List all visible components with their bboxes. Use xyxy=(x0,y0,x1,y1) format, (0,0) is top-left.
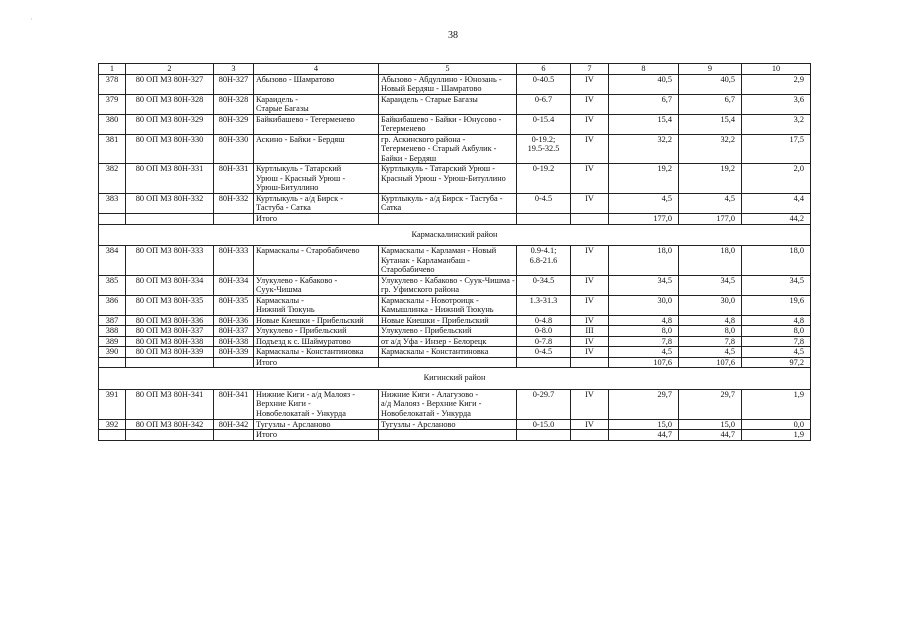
road-short-code: 80Н-334 xyxy=(214,275,254,295)
road-km-line: 0-6.7 xyxy=(534,94,553,104)
road-name-line: Улукулево - Прибельский xyxy=(256,326,347,336)
road-name xyxy=(254,315,379,326)
length-regional: 6,7 xyxy=(679,94,742,114)
empty-cell xyxy=(379,430,517,441)
empty-cell xyxy=(99,430,126,441)
road-name xyxy=(254,246,379,276)
row-number: 387 xyxy=(99,315,126,326)
road-category: IV xyxy=(571,419,609,430)
road-name-line: Куртлыкуль - Татарский xyxy=(256,164,342,174)
road-name-line: Нижние Киги - а/д Малояз - xyxy=(256,389,356,399)
road-short-code: 80Н-339 xyxy=(214,347,254,358)
road-short-code: 80Н-331 xyxy=(214,164,254,194)
row-number: 378 xyxy=(99,74,126,94)
length-hard-surface: 2,0 xyxy=(742,164,811,194)
road-code: 80 ОП МЗ 80Н-333 xyxy=(126,246,214,276)
road-route xyxy=(379,74,517,94)
road-km xyxy=(517,275,571,295)
road-route-line: Нижние Киги - Алагузово - xyxy=(381,389,479,399)
road-route-line: Сатка xyxy=(381,203,402,213)
road-km xyxy=(517,246,571,276)
road-km xyxy=(517,336,571,347)
row-number: 389 xyxy=(99,336,126,347)
road-name-line: Новобелокатай - Ункурда xyxy=(256,409,346,418)
road-km-line: 0-34.5 xyxy=(532,275,555,285)
road-category: IV xyxy=(571,134,609,164)
total-row xyxy=(99,213,811,224)
scan-mark: · xyxy=(30,14,33,24)
road-km-line: 0-19.2 xyxy=(532,164,555,174)
road-name xyxy=(254,389,379,419)
road-name-line: Старые Багазы xyxy=(256,104,309,114)
road-short-code: 80Н-336 xyxy=(214,315,254,326)
road-code: 80 ОП МЗ 80Н-334 xyxy=(126,275,214,295)
road-route-line: Тугузлы - Арсланово xyxy=(381,419,456,429)
road-code: 80 ОП МЗ 80Н-341 xyxy=(126,389,214,419)
empty-cell xyxy=(126,357,214,368)
road-km xyxy=(517,315,571,326)
road-km-line: 0.9-4.1; xyxy=(530,246,557,256)
length-total: 7,8 xyxy=(609,336,679,347)
road-code: 80 ОП МЗ 80Н-339 xyxy=(126,347,214,358)
total-regional: 177,0 xyxy=(679,213,742,224)
length-hard-surface: 3,6 xyxy=(742,94,811,114)
table-row xyxy=(99,134,811,164)
row-number: 391 xyxy=(99,389,126,419)
road-short-code: 80Н-329 xyxy=(214,114,254,134)
road-route-line: Камышлинка - Нижний Тюкунь xyxy=(381,305,494,315)
road-name-line: Урюш-Битуллино xyxy=(256,183,319,193)
road-code: 80 ОП МЗ 80Н-337 xyxy=(126,326,214,337)
header-row xyxy=(99,64,811,75)
road-route xyxy=(379,246,517,276)
column-header: 6 xyxy=(517,64,571,75)
empty-cell xyxy=(126,213,214,224)
road-category: IV xyxy=(571,94,609,114)
empty-cell xyxy=(126,430,214,441)
length-total: 15,0 xyxy=(609,419,679,430)
empty-cell xyxy=(571,357,609,368)
road-km xyxy=(517,134,571,164)
row-number: 390 xyxy=(99,347,126,358)
road-category: IV xyxy=(571,347,609,358)
length-total: 4,5 xyxy=(609,347,679,358)
road-short-code: 80Н-328 xyxy=(214,94,254,114)
road-km-line: 0-15.0 xyxy=(532,419,555,429)
empty-cell xyxy=(379,213,517,224)
row-number: 381 xyxy=(99,134,126,164)
road-km-line: 0-4.5 xyxy=(534,347,553,357)
length-hard-surface: 17,5 xyxy=(742,134,811,164)
road-km xyxy=(517,114,571,134)
road-name-line: Подъезд к с. Шаймуратово xyxy=(256,336,351,346)
road-km-line: 0-4.8 xyxy=(534,315,553,325)
road-km-line: 0-15.4 xyxy=(532,114,555,124)
district-name: Кигинский район xyxy=(99,368,811,390)
length-total: 18,0 xyxy=(609,246,679,276)
road-route-line: Байки - Бердяш xyxy=(381,153,437,163)
road-km-line: 6.8-21.6 xyxy=(529,255,558,265)
length-total: 8,0 xyxy=(609,326,679,337)
length-hard-surface: 7,8 xyxy=(742,336,811,347)
road-route xyxy=(379,94,517,114)
row-number: 379 xyxy=(99,94,126,114)
row-number: 385 xyxy=(99,275,126,295)
length-regional: 30,0 xyxy=(679,295,742,315)
road-name-line: Абызово - Шамратово xyxy=(256,74,335,84)
length-hard-surface: 3,2 xyxy=(742,114,811,134)
road-short-code: 80Н-332 xyxy=(214,193,254,213)
road-short-code: 80Н-330 xyxy=(214,134,254,164)
road-short-code: 80Н-341 xyxy=(214,389,254,419)
road-km xyxy=(517,74,571,94)
road-name-line: Аскино - Байки - Бердяш xyxy=(256,134,345,144)
total-length: 177,0 xyxy=(609,213,679,224)
road-short-code: 80Н-327 xyxy=(214,74,254,94)
road-short-code: 80Н-342 xyxy=(214,419,254,430)
road-route xyxy=(379,326,517,337)
length-regional: 40,5 xyxy=(679,74,742,94)
table-body xyxy=(99,64,811,441)
road-name-line: Кармаскалы - Константиновка xyxy=(256,347,364,357)
total-length: 107,6 xyxy=(609,357,679,368)
table-row xyxy=(99,389,811,419)
road-name xyxy=(254,295,379,315)
road-route xyxy=(379,347,517,358)
road-route xyxy=(379,295,517,315)
road-name-line: Кармаскалы - Старобабичево xyxy=(256,246,360,256)
total-regional: 44,7 xyxy=(679,430,742,441)
district-row xyxy=(99,224,811,246)
table-row xyxy=(99,326,811,337)
road-name-line: Новые Киешки - Прибельский xyxy=(256,315,364,325)
road-route-line: Кутанак - Карламанбаш - xyxy=(381,255,470,265)
road-km xyxy=(517,389,571,419)
road-name-line: Тастуба - Сатка xyxy=(256,203,311,213)
table-row xyxy=(99,275,811,295)
length-hard-surface: 4,5 xyxy=(742,347,811,358)
row-number: 388 xyxy=(99,326,126,337)
total-label: Итого xyxy=(254,213,379,224)
road-route xyxy=(379,315,517,326)
table-row xyxy=(99,315,811,326)
road-km-line: 0-7.8 xyxy=(534,336,553,346)
road-category: IV xyxy=(571,275,609,295)
road-category: IV xyxy=(571,389,609,419)
empty-cell xyxy=(214,430,254,441)
table-row xyxy=(99,193,811,213)
column-header: 9 xyxy=(679,64,742,75)
roads-table xyxy=(98,63,811,441)
table-row xyxy=(99,246,811,276)
road-route-line: Абызово - Абдуллино - Юнозань - xyxy=(381,74,502,84)
total-label: Итого xyxy=(254,430,379,441)
column-header: 1 xyxy=(99,64,126,75)
total-hard-surface: 1,9 xyxy=(742,430,811,441)
empty-cell xyxy=(379,357,517,368)
road-km-line: 0-19.2; xyxy=(531,134,556,144)
table-row xyxy=(99,74,811,94)
road-category: III xyxy=(571,326,609,337)
length-total: 30,0 xyxy=(609,295,679,315)
total-length: 44,7 xyxy=(609,430,679,441)
road-route-line: Кармаскалы - Новотроицк - xyxy=(381,295,479,305)
road-code: 80 ОП МЗ 80Н-328 xyxy=(126,94,214,114)
road-code: 80 ОП МЗ 80Н-338 xyxy=(126,336,214,347)
road-name xyxy=(254,94,379,114)
empty-cell xyxy=(99,213,126,224)
road-code: 80 ОП МЗ 80Н-327 xyxy=(126,74,214,94)
road-route-line: Кармаскалы - Карламан - Новый xyxy=(381,246,497,256)
road-km xyxy=(517,347,571,358)
road-route xyxy=(379,389,517,419)
length-total: 15,4 xyxy=(609,114,679,134)
length-regional: 29,7 xyxy=(679,389,742,419)
table-row xyxy=(99,336,811,347)
road-route-line: Старобабичево xyxy=(381,265,435,275)
column-header: 3 xyxy=(214,64,254,75)
road-name-line: Байкибашево - Тегерменево xyxy=(256,114,355,124)
road-route-line: Новобелокатай - Ункурда xyxy=(381,409,471,418)
length-hard-surface: 1,9 xyxy=(742,389,811,419)
road-route-line: Улукулево - Кабаково - Суук-Чишма - xyxy=(381,275,515,285)
length-hard-surface: 2,9 xyxy=(742,74,811,94)
road-name xyxy=(254,134,379,164)
road-category: IV xyxy=(571,246,609,276)
road-route xyxy=(379,164,517,194)
road-code: 80 ОП МЗ 80Н-330 xyxy=(126,134,214,164)
column-header: 7 xyxy=(571,64,609,75)
road-route-line: а/д Малояз - Верхние Киги - xyxy=(381,399,482,409)
length-regional: 18,0 xyxy=(679,246,742,276)
road-km-line: 0-40.5 xyxy=(532,74,555,84)
road-route xyxy=(379,275,517,295)
road-km xyxy=(517,193,571,213)
road-route-line: Тегерменево xyxy=(381,124,426,134)
table-row xyxy=(99,419,811,430)
empty-cell xyxy=(517,357,571,368)
district-name: Кармаскалинский район xyxy=(99,224,811,246)
length-regional: 8,0 xyxy=(679,326,742,337)
road-km xyxy=(517,94,571,114)
road-km-line: 0-4.5 xyxy=(534,193,553,203)
road-route-line: гр. Уфимского района xyxy=(381,285,460,295)
road-name xyxy=(254,326,379,337)
empty-cell xyxy=(517,430,571,441)
total-row xyxy=(99,357,811,368)
empty-cell xyxy=(571,213,609,224)
empty-cell xyxy=(99,357,126,368)
length-regional: 34,5 xyxy=(679,275,742,295)
table-row xyxy=(99,295,811,315)
length-total: 29,7 xyxy=(609,389,679,419)
length-regional: 4,8 xyxy=(679,315,742,326)
road-name-line: Караидель - xyxy=(256,94,299,104)
total-label: Итого xyxy=(254,357,379,368)
road-km-line: 19.5-32.5 xyxy=(527,144,560,154)
road-code: 80 ОП МЗ 80Н-329 xyxy=(126,114,214,134)
length-total: 4,8 xyxy=(609,315,679,326)
empty-cell xyxy=(517,213,571,224)
row-number: 384 xyxy=(99,246,126,276)
road-name-line: Кармаскалы - xyxy=(256,295,304,305)
road-km xyxy=(517,326,571,337)
road-km-line: 0-29.7 xyxy=(532,389,555,399)
road-name-line: Суук-Чишма xyxy=(256,285,302,295)
length-hard-surface: 19,6 xyxy=(742,295,811,315)
empty-cell xyxy=(214,357,254,368)
length-hard-surface: 18,0 xyxy=(742,246,811,276)
length-regional: 15,4 xyxy=(679,114,742,134)
road-name xyxy=(254,74,379,94)
table-row xyxy=(99,94,811,114)
column-header: 10 xyxy=(742,64,811,75)
length-regional: 7,8 xyxy=(679,336,742,347)
length-regional: 19,2 xyxy=(679,164,742,194)
road-short-code: 80Н-333 xyxy=(214,246,254,276)
row-number: 380 xyxy=(99,114,126,134)
road-route xyxy=(379,134,517,164)
total-hard-surface: 97,2 xyxy=(742,357,811,368)
road-category: IV xyxy=(571,114,609,134)
road-code: 80 ОП МЗ 80Н-336 xyxy=(126,315,214,326)
column-header: 4 xyxy=(254,64,379,75)
road-route-line: Улукулево - Прибельский xyxy=(381,326,472,336)
total-regional: 107,6 xyxy=(679,357,742,368)
total-hard-surface: 44,2 xyxy=(742,213,811,224)
row-number: 383 xyxy=(99,193,126,213)
road-name xyxy=(254,347,379,358)
road-name xyxy=(254,336,379,347)
road-km xyxy=(517,164,571,194)
column-header: 5 xyxy=(379,64,517,75)
empty-cell xyxy=(571,430,609,441)
road-route-line: Новый Бердяш - Шамратово xyxy=(381,84,482,94)
length-total: 40,5 xyxy=(609,74,679,94)
length-regional: 15,0 xyxy=(679,419,742,430)
road-km-line: 1.3-31.3 xyxy=(529,295,558,305)
length-regional: 4,5 xyxy=(679,193,742,213)
road-short-code: 80Н-338 xyxy=(214,336,254,347)
road-category: IV xyxy=(571,164,609,194)
length-total: 19,2 xyxy=(609,164,679,194)
road-category: IV xyxy=(571,315,609,326)
road-route-line: от а/д Уфа - Инзер - Белорецк xyxy=(381,336,487,346)
road-route-line: Куртлыкуль - а/д Бирск - Тастуба - xyxy=(381,193,503,203)
length-total: 6,7 xyxy=(609,94,679,114)
road-name xyxy=(254,164,379,194)
road-route xyxy=(379,336,517,347)
road-code: 80 ОП МЗ 80Н-332 xyxy=(126,193,214,213)
road-name xyxy=(254,193,379,213)
road-route xyxy=(379,419,517,430)
length-regional: 4,5 xyxy=(679,347,742,358)
table-row xyxy=(99,347,811,358)
table-row xyxy=(99,114,811,134)
road-name xyxy=(254,419,379,430)
road-route-line: Тегерменево - Старый Акбулик - xyxy=(381,144,497,154)
length-hard-surface: 8,0 xyxy=(742,326,811,337)
road-short-code: 80Н-335 xyxy=(214,295,254,315)
total-row xyxy=(99,430,811,441)
road-category: IV xyxy=(571,193,609,213)
road-route-line: Новые Киешки - Прибельский xyxy=(381,315,489,325)
road-category: IV xyxy=(571,74,609,94)
road-name-line: Урюш - Красный Урюш - xyxy=(256,173,346,183)
length-total: 4,5 xyxy=(609,193,679,213)
road-code: 80 ОП МЗ 80Н-342 xyxy=(126,419,214,430)
road-route xyxy=(379,193,517,213)
page-number: 38 xyxy=(448,30,458,41)
row-number: 392 xyxy=(99,419,126,430)
road-name-line: Нижний Тюкунь xyxy=(256,305,315,315)
column-header: 2 xyxy=(126,64,214,75)
row-number: 386 xyxy=(99,295,126,315)
road-km xyxy=(517,295,571,315)
road-name-line: Улукулево - Кабаково - xyxy=(256,275,338,285)
column-header: 8 xyxy=(609,64,679,75)
road-name xyxy=(254,275,379,295)
road-code: 80 ОП МЗ 80Н-331 xyxy=(126,164,214,194)
road-name-line: Тугузлы - Арсланово xyxy=(256,419,331,429)
road-name-line: Куртлыкуль - а/д Бирск - xyxy=(256,193,343,203)
road-route-line: Красный Урюш - Урюш-Битуллино xyxy=(381,173,506,183)
length-regional: 32,2 xyxy=(679,134,742,164)
road-route-line: Караидель - Старые Багазы xyxy=(381,94,478,104)
road-km-line: 0-8.0 xyxy=(534,326,553,336)
district-row xyxy=(99,368,811,390)
length-hard-surface: 4,4 xyxy=(742,193,811,213)
road-route-line: гр. Аскинского района - xyxy=(381,134,466,144)
road-km xyxy=(517,419,571,430)
road-code: 80 ОП МЗ 80Н-335 xyxy=(126,295,214,315)
length-total: 34,5 xyxy=(609,275,679,295)
road-category: IV xyxy=(571,295,609,315)
road-name xyxy=(254,114,379,134)
row-number: 382 xyxy=(99,164,126,194)
length-hard-surface: 34,5 xyxy=(742,275,811,295)
length-hard-surface: 4,8 xyxy=(742,315,811,326)
road-category: IV xyxy=(571,336,609,347)
empty-cell xyxy=(214,213,254,224)
length-total: 32,2 xyxy=(609,134,679,164)
road-route-line: Куртлыкуль - Татарский Урюш - xyxy=(381,164,496,174)
road-route-line: Кармаскалы - Константиновка xyxy=(381,347,489,357)
length-hard-surface: 0,0 xyxy=(742,419,811,430)
road-short-code: 80Н-337 xyxy=(214,326,254,337)
road-name-line: Верхние Киги - xyxy=(256,399,311,409)
road-route-line: Байкибашево - Байки - Юнусово - xyxy=(381,114,502,124)
road-route xyxy=(379,114,517,134)
table-row xyxy=(99,164,811,194)
